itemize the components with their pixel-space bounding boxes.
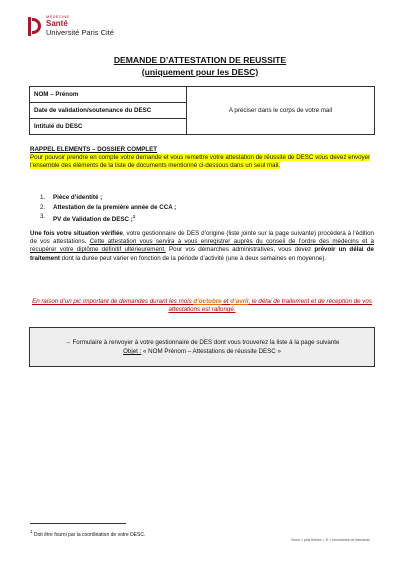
footnote-divider bbox=[30, 523, 126, 524]
processing-paragraph: Une fois votre situation vérifiée, votre gestionnaire de DES d’origine (liste jointe sur la page suivante) procèdera à l’édition de vos attestations. Cette attestation vous servira à vous enregistrer auprès du conseil de l’ordre des médecins et à récupérer votre diplôme définitif ultérieurement. Pour vos démarches administratives, vous devez prévoir un délai de traitement dont la durée peut varier en fonction de la période d’activité (une à deux semaines en moyenne). bbox=[30, 230, 374, 262]
rappel-body bbox=[30, 154, 374, 170]
table-row-date: Date de validation/soutenance du DESC bbox=[34, 107, 152, 114]
peak-period-notice: En raison d’un pic important de demandes durant les mois d’octobre et d’avril, le délai de traitement et de réception de vos attestations est rallongé. bbox=[32, 298, 372, 314]
table-instruction: A préciser dans le corps de votre mail bbox=[228, 107, 333, 114]
logo-university-name: Université Paris Cité bbox=[46, 28, 114, 37]
subject-line: Objet : « NOM Prénom – Attestations de réussite DESC » bbox=[123, 348, 281, 355]
university-logo bbox=[28, 14, 148, 38]
instruction-line: → Formulaire à renvoyer à votre gestionnaire de DES dont vous trouverez la liste à la page suivante bbox=[64, 339, 340, 346]
table-row-name: NOM – Prénom bbox=[34, 91, 79, 98]
title-line-2: (uniquement pour les DESC) bbox=[141, 67, 259, 77]
document-list bbox=[40, 193, 340, 225]
table-row-title: Intitulé du DESC bbox=[34, 123, 83, 130]
footnote-ref[interactable]: 1 bbox=[132, 214, 136, 219]
list-item: 3. PV de Validation de DESC ;$^1$ bbox=[40, 213, 136, 223]
footnote: $^1$ Doit être fourni par la coordination de votre DESC. bbox=[30, 529, 146, 538]
instruction-box bbox=[29, 327, 375, 367]
page-title bbox=[0, 54, 400, 78]
list-item: 2. Attestation de la première année de CCA ; bbox=[40, 203, 177, 211]
footer-path: Scolo > pôle thèses > D > formulaires de demande bbox=[291, 538, 370, 542]
logo-mark-icon bbox=[28, 14, 42, 36]
rappel-heading: RAPPEL ELEMENTS – DOSSIER COMPLET bbox=[30, 146, 158, 153]
list-item: 1. Pièce d’identité ; bbox=[40, 194, 103, 201]
table-divider bbox=[30, 102, 186, 103]
table-divider bbox=[30, 118, 186, 119]
rappel-highlighted-text: Pour pouvoir prendre en compte votre demande et vous remettre votre attestation de réussite de DESC vous devez envoyer l’ensemble des éléments de la liste de documents mentionné ci-dessous dans un seul mail. bbox=[30, 154, 371, 170]
title-line-1: DEMANDE D’ATTESTATION DE REUSSITE bbox=[113, 55, 287, 65]
logo-faculty: MÉDECINE bbox=[46, 14, 70, 19]
logo-sante: Santé bbox=[46, 19, 68, 28]
info-table bbox=[29, 86, 375, 135]
